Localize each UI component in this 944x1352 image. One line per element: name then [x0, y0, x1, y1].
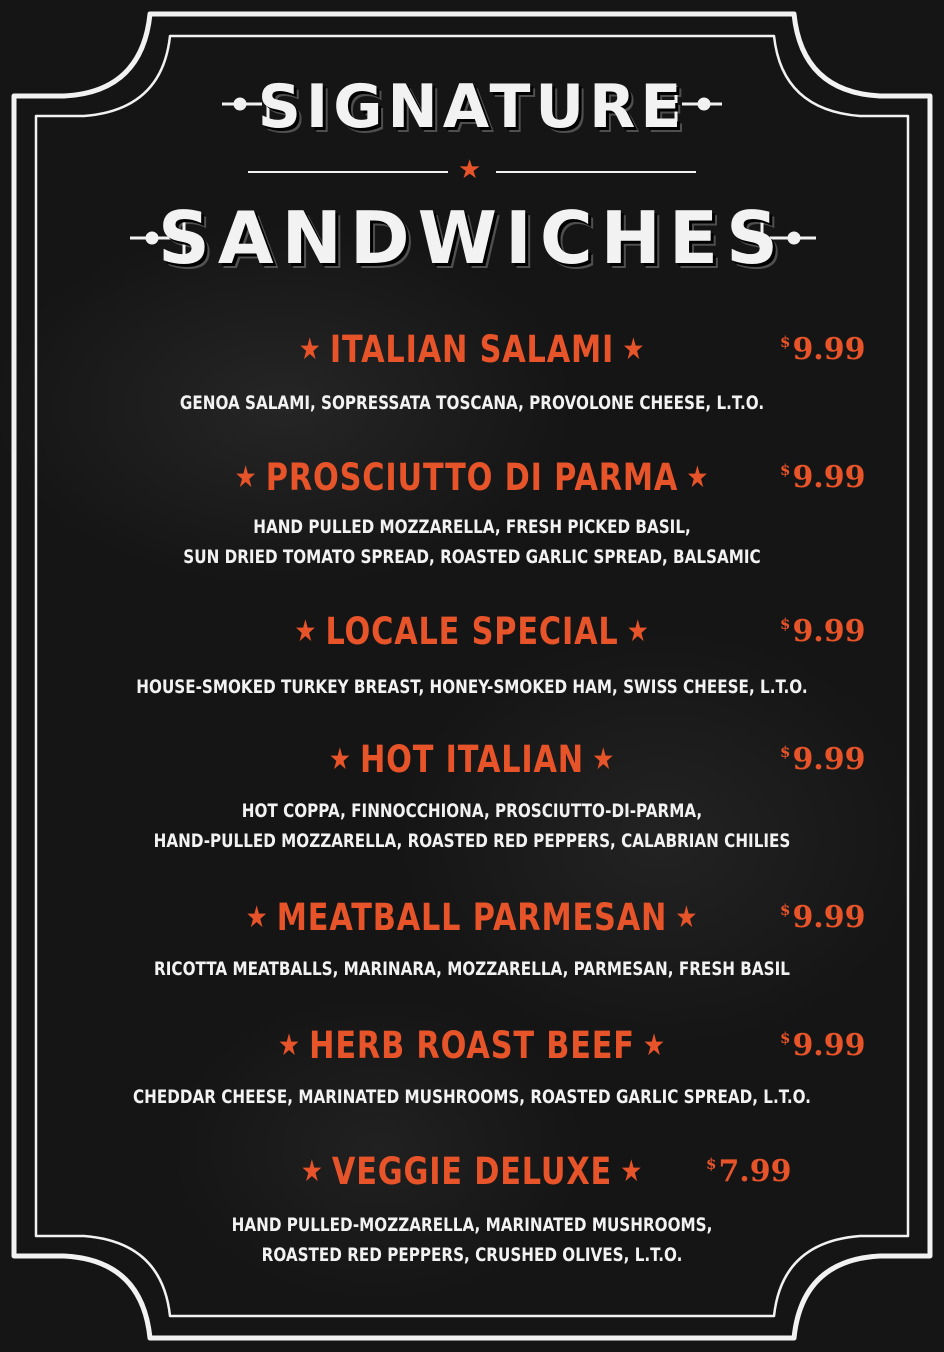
menu-item-description	[94, 512, 849, 572]
title-sandwiches: SANDWICHES	[158, 196, 786, 280]
star-icon: ★	[686, 460, 710, 495]
menu-item-price	[780, 332, 866, 367]
description-line: HOUSE-SMOKED TURKEY BREAST, HONEY-SMOKED HAM, SWISS CHEESE, L.T.O.	[136, 676, 808, 698]
description-line: GENOA SALAMI, SOPRESSATA TOSCANA, PROVOLONE CHEESE, L.T.O.	[179, 392, 765, 414]
description-line: HAND PULLED-MOZZARELLA, MARINATED MUSHROOMS,	[231, 1214, 713, 1236]
menu-item-description	[94, 388, 849, 418]
menu-item-price	[780, 900, 866, 935]
description-line: HOT COPPA, FINNOCCHIONA, PROSCIUTTO-DI-PARMA,	[241, 800, 703, 822]
price-amount: 9.99	[792, 332, 866, 367]
star-icon: ★	[245, 900, 269, 935]
currency-symbol: $	[780, 901, 791, 919]
menu-item-description	[94, 1082, 849, 1112]
menu-item-name: ITALIAN SALAMI	[329, 328, 615, 371]
description-line: SUN DRIED TOMATO SPREAD, ROASTED GARLIC SPREAD, BALSAMIC	[183, 546, 761, 568]
description-line: CHEDDAR CHEESE, MARINATED MUSHROOMS, ROASTED GARLIC SPREAD, L.T.O.	[133, 1086, 811, 1108]
menu-item-title-row	[85, 456, 859, 499]
menu-item-price	[780, 460, 866, 495]
currency-symbol: $	[780, 333, 791, 351]
menu-item-price	[780, 742, 866, 777]
currency-symbol: $	[706, 1155, 717, 1173]
currency-symbol: $	[780, 743, 791, 761]
menu-item-title-row	[85, 610, 859, 653]
price-amount: 7.99	[718, 1154, 792, 1189]
menu-item-price	[780, 1028, 866, 1063]
star-icon: ★	[294, 614, 318, 649]
title-signature: SIGNATURE	[257, 72, 687, 142]
menu-item-description	[94, 1210, 849, 1270]
currency-symbol: $	[780, 461, 791, 479]
star-icon: ★	[620, 1154, 644, 1189]
price-amount: 9.99	[792, 900, 866, 935]
menu-item-name: HERB ROAST BEEF	[309, 1024, 635, 1067]
description-line: HAND PULLED MOZZARELLA, FRESH PICKED BASIL,	[253, 516, 691, 538]
menu-item-description	[94, 672, 849, 702]
price-amount: 9.99	[792, 460, 866, 495]
star-icon: ★	[278, 1028, 301, 1063]
menu-item-description	[94, 796, 849, 856]
description-line: HAND-PULLED MOZZARELLA, ROASTED RED PEPPERS, CALABRIAN CHILIES	[153, 830, 791, 852]
menu-item-price	[706, 1154, 792, 1189]
price-amount: 9.99	[792, 742, 866, 777]
menu-item-description	[94, 954, 849, 984]
description-line: RICOTTA MEATBALLS, MARINARA, MOZZARELLA, PARMESAN, FRESH BASIL	[154, 958, 790, 980]
star-icon: ★	[592, 742, 616, 777]
star-icon: ★	[328, 742, 352, 777]
menu-item-name: PROSCIUTTO DI PARMA	[265, 456, 679, 499]
menu-item-title-row	[85, 328, 859, 371]
star-icon: ★	[300, 1154, 324, 1189]
price-amount: 9.99	[792, 614, 866, 649]
menu-item-name: MEATBALL PARMESAN	[276, 896, 668, 939]
menu-item-name: HOT ITALIAN	[359, 738, 585, 781]
currency-symbol: $	[780, 615, 791, 633]
currency-symbol: $	[780, 1029, 791, 1047]
title-star-icon: ★	[458, 155, 482, 185]
star-icon: ★	[622, 332, 646, 367]
star-icon: ★	[643, 1028, 666, 1063]
star-icon: ★	[675, 900, 699, 935]
star-icon: ★	[626, 614, 650, 649]
menu-item-title-row	[85, 896, 859, 939]
star-icon: ★	[298, 332, 322, 367]
star-icon: ★	[234, 460, 258, 495]
price-amount: 9.99	[792, 1028, 866, 1063]
menu-item-price	[780, 614, 866, 649]
menu-item-title-row	[85, 738, 859, 781]
description-line: ROASTED RED PEPPERS, CRUSHED OLIVES, L.T.O.	[261, 1244, 683, 1266]
menu-item-title-row	[85, 1024, 859, 1067]
menu-item-name: VEGGIE DELUXE	[331, 1150, 613, 1193]
menu-item-name: LOCALE SPECIAL	[325, 610, 619, 653]
